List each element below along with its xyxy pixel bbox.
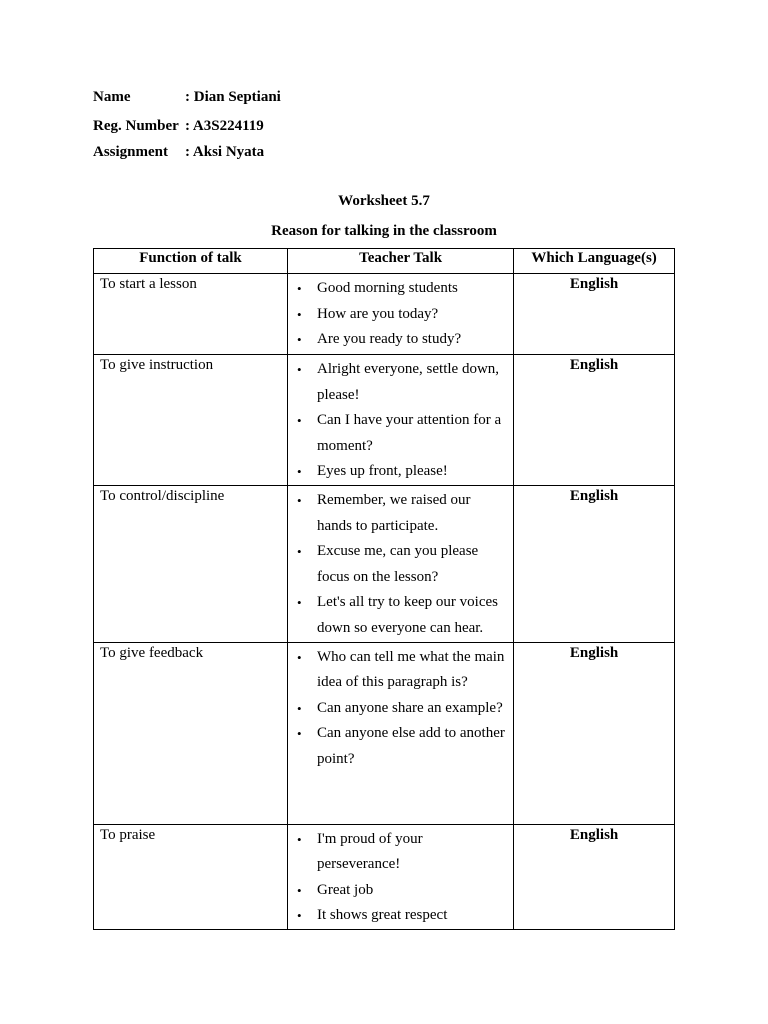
list-item xyxy=(288,408,513,459)
bullet-icon: • xyxy=(297,413,302,429)
assignment-line xyxy=(93,143,264,161)
teacher-talk-cell xyxy=(288,274,514,355)
list-item xyxy=(288,590,513,641)
teacher-talk-text: Let's all try to keep our voices down so everyone can hear. xyxy=(317,594,498,636)
teacher-talk-list xyxy=(288,355,513,485)
reg-number-label: Reg. Number xyxy=(93,118,179,134)
list-item xyxy=(288,645,513,696)
teacher-talk-text: I'm proud of your perseverance! xyxy=(317,830,423,873)
language-cell: English xyxy=(514,824,675,929)
teacher-talk-list xyxy=(288,643,513,773)
teacher-talk-text: Eyes up front, please! xyxy=(317,463,448,480)
table-row xyxy=(94,355,675,486)
list-item xyxy=(288,302,513,328)
table-row xyxy=(94,642,675,824)
teacher-talk-text: Can anyone else add to another point? xyxy=(317,725,505,767)
column-header-teacher-talk: Teacher Talk xyxy=(288,249,514,274)
language-cell: English xyxy=(514,642,675,824)
reasons-table xyxy=(93,248,675,930)
name-line xyxy=(93,88,281,106)
teacher-talk-text: How are you today? xyxy=(317,305,439,322)
bullet-icon: • xyxy=(297,595,302,611)
list-item xyxy=(288,459,513,485)
list-item xyxy=(288,357,513,408)
worksheet-subtitle: Reason for talking in the classroom xyxy=(271,223,497,239)
bullet-icon: • xyxy=(297,908,302,924)
bullet-icon: • xyxy=(297,493,302,508)
worksheet-title: Worksheet 5.7 xyxy=(338,193,430,209)
reg-number-line xyxy=(93,117,264,135)
language-cell: English xyxy=(514,355,675,486)
list-item xyxy=(288,827,513,878)
table-row xyxy=(94,486,675,643)
list-item xyxy=(288,696,513,722)
list-item xyxy=(288,276,513,302)
bullet-icon: • xyxy=(297,281,302,296)
function-cell: To start a lesson xyxy=(94,274,288,355)
teacher-talk-text: Who can tell me what the main idea of this paragraph is? xyxy=(317,648,505,691)
bullet-icon: • xyxy=(297,700,302,716)
list-item xyxy=(288,878,513,904)
name-label: Name xyxy=(93,89,131,105)
table-row xyxy=(94,824,675,929)
function-cell: To praise xyxy=(94,824,288,929)
reg-number-value: : A3S224119 xyxy=(185,118,264,134)
teacher-talk-cell xyxy=(288,824,514,929)
list-item xyxy=(288,903,513,929)
bullet-icon: • xyxy=(297,306,302,322)
assignment-label: Assignment xyxy=(93,144,169,160)
table-header-row xyxy=(94,249,675,274)
teacher-talk-text: Are you ready to study? xyxy=(317,331,462,348)
teacher-talk-text: Excuse me, can you please focus on the lesson? xyxy=(317,543,479,585)
bullet-icon: • xyxy=(297,332,302,348)
list-item xyxy=(288,721,513,772)
teacher-talk-text: Good morning students xyxy=(317,280,458,296)
column-header-language: Which Language(s) xyxy=(514,249,675,274)
table-row xyxy=(94,274,675,355)
bullet-icon: • xyxy=(297,882,302,898)
column-header-function: Function of talk xyxy=(94,249,288,274)
bullet-icon: • xyxy=(297,362,302,377)
bullet-icon: • xyxy=(297,464,302,480)
teacher-talk-cell xyxy=(288,642,514,824)
teacher-talk-text: Can anyone share an example? xyxy=(317,699,503,716)
teacher-talk-list xyxy=(288,825,513,929)
teacher-talk-text: Great job xyxy=(317,881,374,898)
bullet-icon: • xyxy=(297,831,302,847)
teacher-talk-text: Alright everyone, settle down, please! xyxy=(317,361,500,403)
teacher-talk-text: It shows great respect xyxy=(317,907,448,924)
name-value: : Dian Septiani xyxy=(185,89,281,105)
bullet-icon: • xyxy=(297,649,302,665)
language-cell: English xyxy=(514,274,675,355)
function-cell: To give instruction xyxy=(94,355,288,486)
function-cell: To control/discipline xyxy=(94,486,288,643)
teacher-talk-list xyxy=(288,486,513,642)
teacher-talk-text: Can I have your attention for a moment? xyxy=(317,412,502,454)
list-item xyxy=(288,488,513,539)
assignment-value: : Aksi Nyata xyxy=(185,144,265,160)
list-item xyxy=(288,539,513,590)
teacher-talk-cell xyxy=(288,486,514,643)
teacher-talk-cell xyxy=(288,355,514,486)
bullet-icon: • xyxy=(297,726,302,742)
teacher-talk-list xyxy=(288,274,513,353)
bullet-icon: • xyxy=(297,544,302,560)
list-item xyxy=(288,327,513,353)
language-cell: English xyxy=(514,486,675,643)
function-cell: To give feedback xyxy=(94,642,288,824)
teacher-talk-text: Remember, we raised our hands to participate. xyxy=(317,492,471,534)
